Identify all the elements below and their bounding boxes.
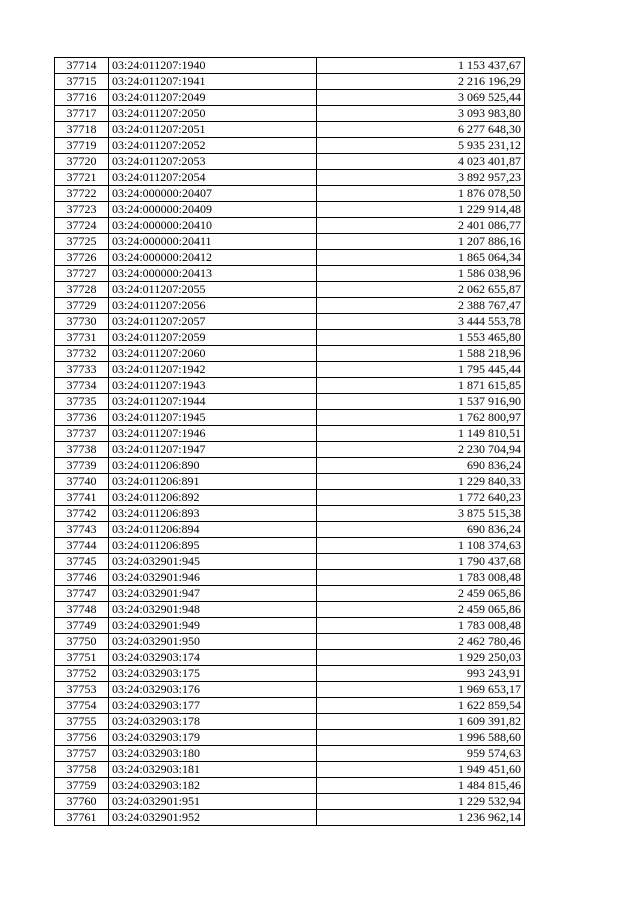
value-cell: 4 023 401,87	[317, 154, 525, 170]
cadastral-number-cell: 03:24:011207:1941	[109, 74, 317, 90]
table-row	[55, 314, 525, 330]
row-number-cell: 37747	[55, 586, 109, 602]
cadastral-number-cell: 03:24:032903:174	[109, 650, 317, 666]
cadastral-number-cell: 03:24:000000:20407	[109, 186, 317, 202]
cadastral-number-cell: 03:24:032901:952	[109, 810, 317, 826]
value-cell: 1 996 588,60	[317, 730, 525, 746]
row-number-cell: 37725	[55, 234, 109, 250]
row-number-cell: 37715	[55, 74, 109, 90]
table-row	[55, 746, 525, 762]
value-cell: 1 876 078,50	[317, 186, 525, 202]
row-number-cell: 37745	[55, 554, 109, 570]
table-row	[55, 442, 525, 458]
value-cell: 959 574,63	[317, 746, 525, 762]
table-row	[55, 362, 525, 378]
table-row	[55, 138, 525, 154]
row-number-cell: 37718	[55, 122, 109, 138]
table-row	[55, 698, 525, 714]
value-cell: 2 459 065,86	[317, 602, 525, 618]
cadastral-number-cell: 03:24:032901:951	[109, 794, 317, 810]
table-row	[55, 506, 525, 522]
value-cell: 1 229 914,48	[317, 202, 525, 218]
cadastral-number-cell: 03:24:011207:1943	[109, 378, 317, 394]
cadastral-number-cell: 03:24:032903:175	[109, 666, 317, 682]
table-row	[55, 282, 525, 298]
row-number-cell: 37757	[55, 746, 109, 762]
table-row	[55, 154, 525, 170]
cadastral-number-cell: 03:24:011207:1945	[109, 410, 317, 426]
cadastral-number-cell: 03:24:032903:182	[109, 778, 317, 794]
value-cell: 1 236 962,14	[317, 810, 525, 826]
row-number-cell: 37723	[55, 202, 109, 218]
value-cell: 2 062 655,87	[317, 282, 525, 298]
row-number-cell: 37740	[55, 474, 109, 490]
table-row	[55, 58, 525, 74]
value-cell: 1 229 532,94	[317, 794, 525, 810]
row-number-cell: 37760	[55, 794, 109, 810]
table-row	[55, 346, 525, 362]
value-cell: 1 586 038,96	[317, 266, 525, 282]
cadastral-number-cell: 03:24:032903:180	[109, 746, 317, 762]
value-cell: 1 762 800,97	[317, 410, 525, 426]
cadastral-number-cell: 03:24:011206:894	[109, 522, 317, 538]
row-number-cell: 37717	[55, 106, 109, 122]
value-cell: 2 462 780,46	[317, 634, 525, 650]
cadastral-number-cell: 03:24:011207:2051	[109, 122, 317, 138]
cadastral-number-cell: 03:24:032901:946	[109, 570, 317, 586]
cadastral-number-cell: 03:24:011207:1946	[109, 426, 317, 442]
table-row	[55, 106, 525, 122]
table-row	[55, 298, 525, 314]
cadastral-value-table	[54, 57, 525, 826]
row-number-cell: 37738	[55, 442, 109, 458]
value-cell: 2 216 196,29	[317, 74, 525, 90]
row-number-cell: 37758	[55, 762, 109, 778]
table-row	[55, 666, 525, 682]
cadastral-number-cell: 03:24:032901:945	[109, 554, 317, 570]
value-cell: 690 836,24	[317, 522, 525, 538]
table-row	[55, 122, 525, 138]
table-row	[55, 474, 525, 490]
value-cell: 1 783 008,48	[317, 618, 525, 634]
table-row	[55, 810, 525, 826]
table-row	[55, 538, 525, 554]
row-number-cell: 37736	[55, 410, 109, 426]
cadastral-number-cell: 03:24:011207:2049	[109, 90, 317, 106]
row-number-cell: 37720	[55, 154, 109, 170]
value-cell: 1 969 653,17	[317, 682, 525, 698]
row-number-cell: 37750	[55, 634, 109, 650]
table-row	[55, 522, 525, 538]
cadastral-number-cell: 03:24:032903:176	[109, 682, 317, 698]
value-cell: 1 622 859,54	[317, 698, 525, 714]
cadastral-number-cell: 03:24:032903:179	[109, 730, 317, 746]
row-number-cell: 37755	[55, 714, 109, 730]
value-cell: 1 537 916,90	[317, 394, 525, 410]
cadastral-number-cell: 03:24:032901:949	[109, 618, 317, 634]
table-row	[55, 618, 525, 634]
row-number-cell: 37744	[55, 538, 109, 554]
cadastral-number-cell: 03:24:011206:893	[109, 506, 317, 522]
row-number-cell: 37729	[55, 298, 109, 314]
value-cell: 1 609 391,82	[317, 714, 525, 730]
table-row	[55, 570, 525, 586]
cadastral-number-cell: 03:24:000000:20413	[109, 266, 317, 282]
row-number-cell: 37733	[55, 362, 109, 378]
row-number-cell: 37726	[55, 250, 109, 266]
row-number-cell: 37753	[55, 682, 109, 698]
row-number-cell: 37739	[55, 458, 109, 474]
value-cell: 1 871 615,85	[317, 378, 525, 394]
table-row	[55, 554, 525, 570]
cadastral-number-cell: 03:24:011207:1944	[109, 394, 317, 410]
value-cell: 1 795 445,44	[317, 362, 525, 378]
value-cell: 6 277 648,30	[317, 122, 525, 138]
cadastral-number-cell: 03:24:011206:895	[109, 538, 317, 554]
value-cell: 2 388 767,47	[317, 298, 525, 314]
row-number-cell: 37761	[55, 810, 109, 826]
row-number-cell: 37731	[55, 330, 109, 346]
table-row	[55, 602, 525, 618]
value-cell: 1 865 064,34	[317, 250, 525, 266]
table-row	[55, 378, 525, 394]
row-number-cell: 37719	[55, 138, 109, 154]
table-row	[55, 250, 525, 266]
row-number-cell: 37754	[55, 698, 109, 714]
cadastral-number-cell: 03:24:011207:2060	[109, 346, 317, 362]
value-cell: 5 935 231,12	[317, 138, 525, 154]
value-cell: 1 588 218,96	[317, 346, 525, 362]
table-row	[55, 762, 525, 778]
cadastral-number-cell: 03:24:011206:892	[109, 490, 317, 506]
table-row	[55, 90, 525, 106]
table-row	[55, 186, 525, 202]
cadastral-number-cell: 03:24:011207:2052	[109, 138, 317, 154]
row-number-cell: 37730	[55, 314, 109, 330]
value-cell: 3 892 957,23	[317, 170, 525, 186]
row-number-cell: 37714	[55, 58, 109, 74]
row-number-cell: 37727	[55, 266, 109, 282]
table-row	[55, 218, 525, 234]
cadastral-number-cell: 03:24:011207:2053	[109, 154, 317, 170]
value-cell: 1 149 810,51	[317, 426, 525, 442]
cadastral-number-cell: 03:24:011207:2054	[109, 170, 317, 186]
table-row	[55, 634, 525, 650]
cadastral-number-cell: 03:24:011206:891	[109, 474, 317, 490]
value-cell: 690 836,24	[317, 458, 525, 474]
table-row	[55, 74, 525, 90]
cadastral-number-cell: 03:24:000000:20410	[109, 218, 317, 234]
cadastral-number-cell: 03:24:011207:1942	[109, 362, 317, 378]
row-number-cell: 37724	[55, 218, 109, 234]
row-number-cell: 37759	[55, 778, 109, 794]
cadastral-number-cell: 03:24:032903:178	[109, 714, 317, 730]
row-number-cell: 37756	[55, 730, 109, 746]
cadastral-number-cell: 03:24:011207:2059	[109, 330, 317, 346]
table-row	[55, 714, 525, 730]
table-row	[55, 394, 525, 410]
value-cell: 1 772 640,23	[317, 490, 525, 506]
value-cell: 1 790 437,68	[317, 554, 525, 570]
value-cell: 993 243,91	[317, 666, 525, 682]
table-row	[55, 410, 525, 426]
cadastral-number-cell: 03:24:032901:950	[109, 634, 317, 650]
table-row	[55, 650, 525, 666]
value-cell: 1 949 451,60	[317, 762, 525, 778]
value-cell: 1 108 374,63	[317, 538, 525, 554]
table-row	[55, 490, 525, 506]
table-body	[55, 58, 525, 826]
row-number-cell: 37732	[55, 346, 109, 362]
table-row	[55, 730, 525, 746]
row-number-cell: 37721	[55, 170, 109, 186]
table-row	[55, 170, 525, 186]
cadastral-number-cell: 03:24:032903:177	[109, 698, 317, 714]
value-cell: 2 459 065,86	[317, 586, 525, 602]
value-cell: 2 230 704,94	[317, 442, 525, 458]
row-number-cell: 37735	[55, 394, 109, 410]
table-row	[55, 330, 525, 346]
table-row	[55, 266, 525, 282]
row-number-cell: 37722	[55, 186, 109, 202]
row-number-cell: 37716	[55, 90, 109, 106]
value-cell: 3 875 515,38	[317, 506, 525, 522]
table-row	[55, 778, 525, 794]
value-cell: 1 929 250,03	[317, 650, 525, 666]
value-cell: 1 783 008,48	[317, 570, 525, 586]
value-cell: 1 153 437,67	[317, 58, 525, 74]
row-number-cell: 37734	[55, 378, 109, 394]
cadastral-number-cell: 03:24:011207:2057	[109, 314, 317, 330]
value-cell: 3 444 553,78	[317, 314, 525, 330]
row-number-cell: 37752	[55, 666, 109, 682]
row-number-cell: 37751	[55, 650, 109, 666]
table-row	[55, 586, 525, 602]
cadastral-number-cell: 03:24:032901:948	[109, 602, 317, 618]
cadastral-number-cell: 03:24:011207:1947	[109, 442, 317, 458]
cadastral-number-cell: 03:24:011207:1940	[109, 58, 317, 74]
table-row	[55, 794, 525, 810]
table-row	[55, 458, 525, 474]
cadastral-number-cell: 03:24:000000:20411	[109, 234, 317, 250]
value-cell: 1 207 886,16	[317, 234, 525, 250]
value-cell: 1 484 815,46	[317, 778, 525, 794]
cadastral-number-cell: 03:24:000000:20409	[109, 202, 317, 218]
cadastral-number-cell: 03:24:011207:2050	[109, 106, 317, 122]
row-number-cell: 37748	[55, 602, 109, 618]
cadastral-number-cell: 03:24:011207:2055	[109, 282, 317, 298]
value-cell: 3 093 983,80	[317, 106, 525, 122]
cadastral-number-cell: 03:24:032903:181	[109, 762, 317, 778]
table-row	[55, 202, 525, 218]
row-number-cell: 37728	[55, 282, 109, 298]
cadastral-number-cell: 03:24:000000:20412	[109, 250, 317, 266]
value-cell: 3 069 525,44	[317, 90, 525, 106]
value-cell: 1 553 465,80	[317, 330, 525, 346]
row-number-cell: 37743	[55, 522, 109, 538]
table-row	[55, 234, 525, 250]
row-number-cell: 37749	[55, 618, 109, 634]
table-row	[55, 426, 525, 442]
row-number-cell: 37737	[55, 426, 109, 442]
cadastral-number-cell: 03:24:032901:947	[109, 586, 317, 602]
row-number-cell: 37741	[55, 490, 109, 506]
value-cell: 2 401 086,77	[317, 218, 525, 234]
value-cell: 1 229 840,33	[317, 474, 525, 490]
cadastral-number-cell: 03:24:011206:890	[109, 458, 317, 474]
row-number-cell: 37746	[55, 570, 109, 586]
table-row	[55, 682, 525, 698]
cadastral-number-cell: 03:24:011207:2056	[109, 298, 317, 314]
row-number-cell: 37742	[55, 506, 109, 522]
